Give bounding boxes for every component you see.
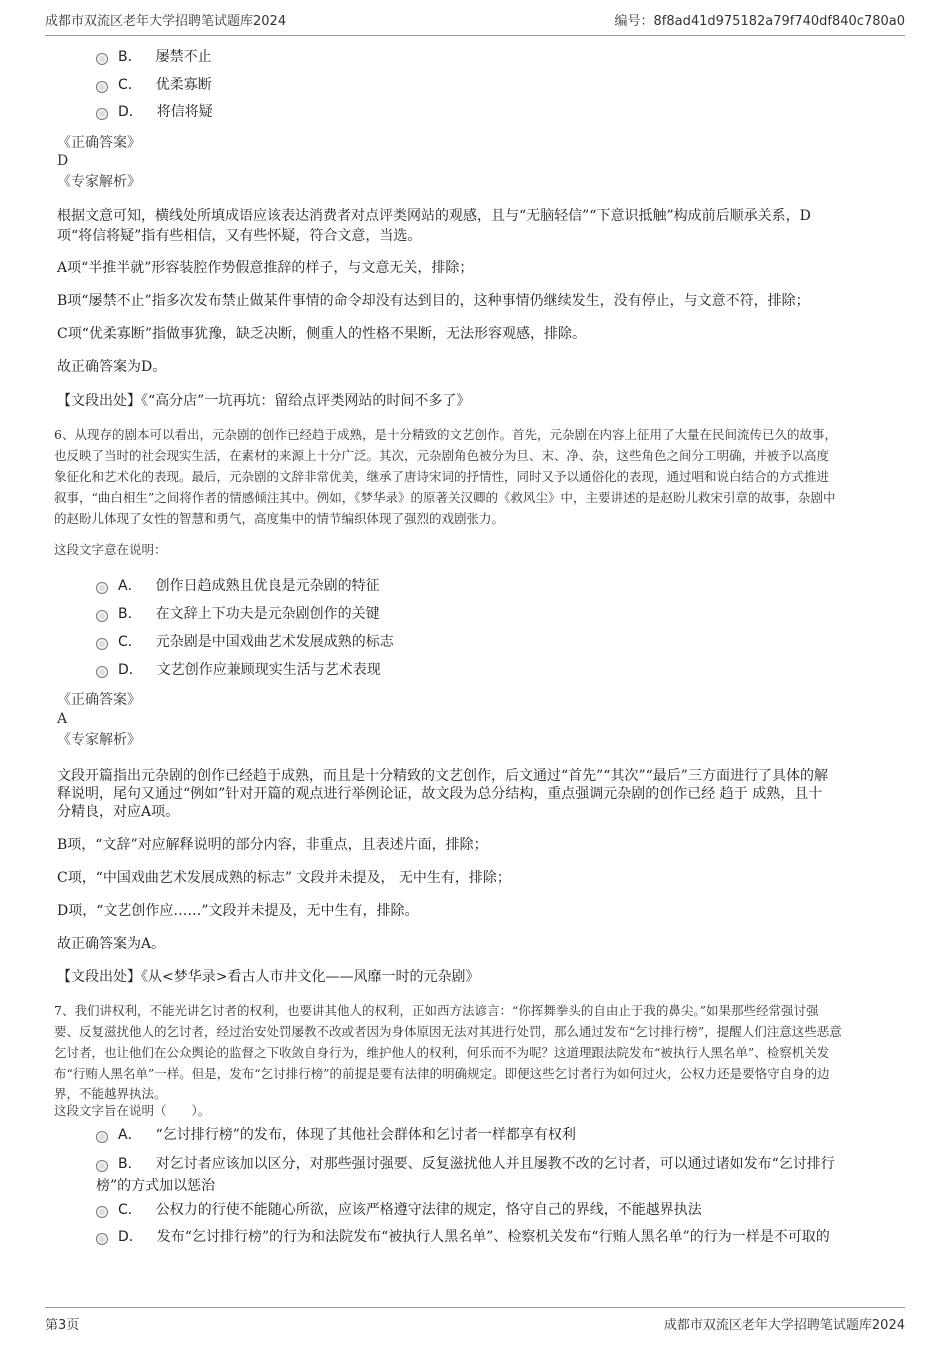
analysis-label: 《专家解析》 [57,174,141,190]
question-passage: 象征化和艺术化的表现。最后，元杂剧的文辞非常优美，继承了唐诗宋词的抒情性，同时又予以通俗化的表现，通过唱和说白结合的方式推进 [54,469,830,484]
answer-value: A [57,711,68,727]
page-header [45,10,905,36]
document-id: 编号：8f8ad41d975182a79f740df840c780a0 [614,14,905,29]
source-citation: 【文段出处】《从<梦华录>看古人市井文化——风靡一时的元杂剧》 [57,969,480,985]
q7-option-d[interactable]: D． 发布“乞讨排行榜”的行为和法院发布“被执行人黑名单”、检察机关发布“行贿人黑名单”的行为一样是不可取的 [96,1226,830,1248]
page-footer [45,1307,905,1333]
q7-option-c[interactable]: C． 公权力的行使不能随心所欲，应该严格遵守法律的规定，恪守自己的界线，不能越界执法 [96,1199,702,1221]
analysis-text: 分精良，对应A项。 [57,804,180,820]
question-passage: 也反映了当时的社会现实生活，在素材的来源上十分广泛。其次，元杂剧角色被分为旦、末、净、杂，这些角色之间分工明确，并被予以高度 [54,448,830,463]
analysis-text: 故正确答案为A。 [57,936,166,952]
q6-option-b[interactable]: B． 在文辞上下功夫是元杂剧创作的关键 [96,603,380,625]
q5-option-d[interactable]: D． 将信将疑 [96,101,213,123]
radio-icon[interactable] [96,53,108,65]
question-passage: 叙事，“曲白相生”之间将作者的情感倾注其中。例如，《梦华录》的原著关汉卿的《救风尘》中，主要讲述的是赵盼儿救宋引章的故事，杂剧中 [54,490,836,505]
radio-icon[interactable] [96,1131,108,1143]
radio-icon[interactable] [96,610,108,622]
radio-icon[interactable] [96,1233,108,1245]
q7-option-b-continued: 榜”的方式加以惩治 [96,1178,216,1194]
answer-label: 《正确答案》 [57,135,141,151]
radio-icon[interactable] [96,81,108,93]
analysis-text: C项“优柔寡断”指做事犹豫，缺乏决断，侧重人的性格不果断，无法形容观感，排除。 [57,326,587,342]
question-passage: 布“行贿人黑名单”一样。但是，发布“乞讨排行榜”的前提是要有法律的明确规定。即便这些乞讨者行为如何过火，公权力还是要恪守自身的边 [54,1066,830,1081]
analysis-text: 根据文意可知，横线处所填成语应该表达消费者对点评类网站的观感，且与“无脑轻信”“下意识抵触”构成前后顺承关系，D [57,208,811,224]
radio-icon[interactable] [96,1160,108,1172]
analysis-label: 《专家解析》 [57,732,141,748]
analysis-text: 项“将信将疑”指有些相信，又有些怀疑，符合文意，当选。 [57,228,422,244]
question-passage: 的赵盼儿体现了女性的智慧和勇气，高度集中的情节编织体现了强烈的戏剧张力。 [54,511,505,526]
page-number: 第3页 [45,1318,80,1333]
analysis-text: A项“半推半就”形容装腔作势假意推辞的样子，与文意无关，排除； [57,260,474,276]
radio-icon[interactable] [96,582,108,594]
radio-icon[interactable] [96,666,108,678]
q6-option-a[interactable]: A． 创作日趋成熟且优良是元杂剧的特征 [96,575,380,597]
q5-option-c[interactable]: C． 优柔寡断 [96,74,212,96]
question-passage: 7、我们讲权利，不能光讲乞讨者的权利，也要讲其他人的权利，正如西方法谚言：“你挥舞拳头的自由止于我的鼻尖。”如果那些经常强讨强 [54,1003,819,1018]
header-title: 成都市双流区老年大学招聘笔试题库2024 [45,14,287,29]
analysis-text: B项，“文辞”对应解释说明的部分内容，非重点，且表述片面，排除； [57,837,488,853]
analysis-text: 释说明，尾句又通过“例如”针对开篇的观点进行举例论证，故文段为总分结构，重点强调元杂剧的创作已经 趋于 成熟，且十 [57,786,823,802]
question-passage: 乞讨者，也让他们在公众舆论的监督之下收敛自身行为，维护他人的权利，何乐而不为呢？这道理跟法院发布“被执行人黑名单”、检察机关发 [54,1045,830,1060]
analysis-text: D项，“文艺创作应……”文段并未提及，无中生有，排除。 [57,903,419,919]
source-citation: 【文段出处】《“高分店”一坑再坑：留给点评类网站的时间不多了》 [57,393,471,409]
analysis-text: 文段开篇指出元杂剧的创作已经趋于成熟，而且是十分精致的文艺创作，后文通过“首先”“其次”“最后”三方面进行了具体的解 [57,768,828,784]
question-prompt: 这段文字旨在说明（ ）。 [54,1103,211,1118]
question-passage: 6、从现存的剧本可以看出，元杂剧的创作已经趋于成熟，是十分精致的文艺创作。首先，元杂剧在内容上征用了大量在民间流传已久的故事， [54,427,837,442]
radio-icon[interactable] [96,1206,108,1218]
footer-title: 成都市双流区老年大学招聘笔试题库2024 [663,1318,905,1333]
q7-option-b[interactable]: B． 对乞讨者应该加以区分，对那些强讨强要、反复滋扰他人并且屡教不改的乞讨者，可以通过诸如发布“乞讨排行 [96,1153,835,1175]
question-prompt: 这段文字意在说明： [54,542,167,557]
radio-icon[interactable] [96,108,108,120]
analysis-text: 故正确答案为D。 [57,359,167,375]
question-passage: 要、反复滋扰他人的乞讨者，经过治安处罚屡教不改或者因为身体原因无法对其进行处罚，那么通过发布“乞讨排行榜”，提醒人们注意这些恶意 [54,1024,842,1039]
answer-label: 《正确答案》 [57,692,141,708]
answer-value: D [57,153,69,169]
q5-option-b[interactable]: B． 屡禁不止 [96,46,212,68]
q6-option-c[interactable]: C． 元杂剧是中国戏曲艺术发展成熟的标志 [96,631,394,653]
q7-option-a[interactable]: A． “乞讨排行榜”的发布，体现了其他社会群体和乞讨者一样都享有权利 [96,1124,576,1146]
analysis-text: C项，“中国戏曲艺术发展成熟的标志” 文段并未提及， 无中生有，排除； [57,870,511,886]
analysis-text: B项“屡禁不止”指多次发布禁止做某件事情的命令却没有达到目的，这种事情仍继续发生，没有停止，与文意不符，排除； [57,293,810,309]
radio-icon[interactable] [96,638,108,650]
question-passage: 界，不能越界执法。 [54,1086,167,1101]
q6-option-d[interactable]: D． 文艺创作应兼顾现实生活与艺术表现 [96,659,381,681]
